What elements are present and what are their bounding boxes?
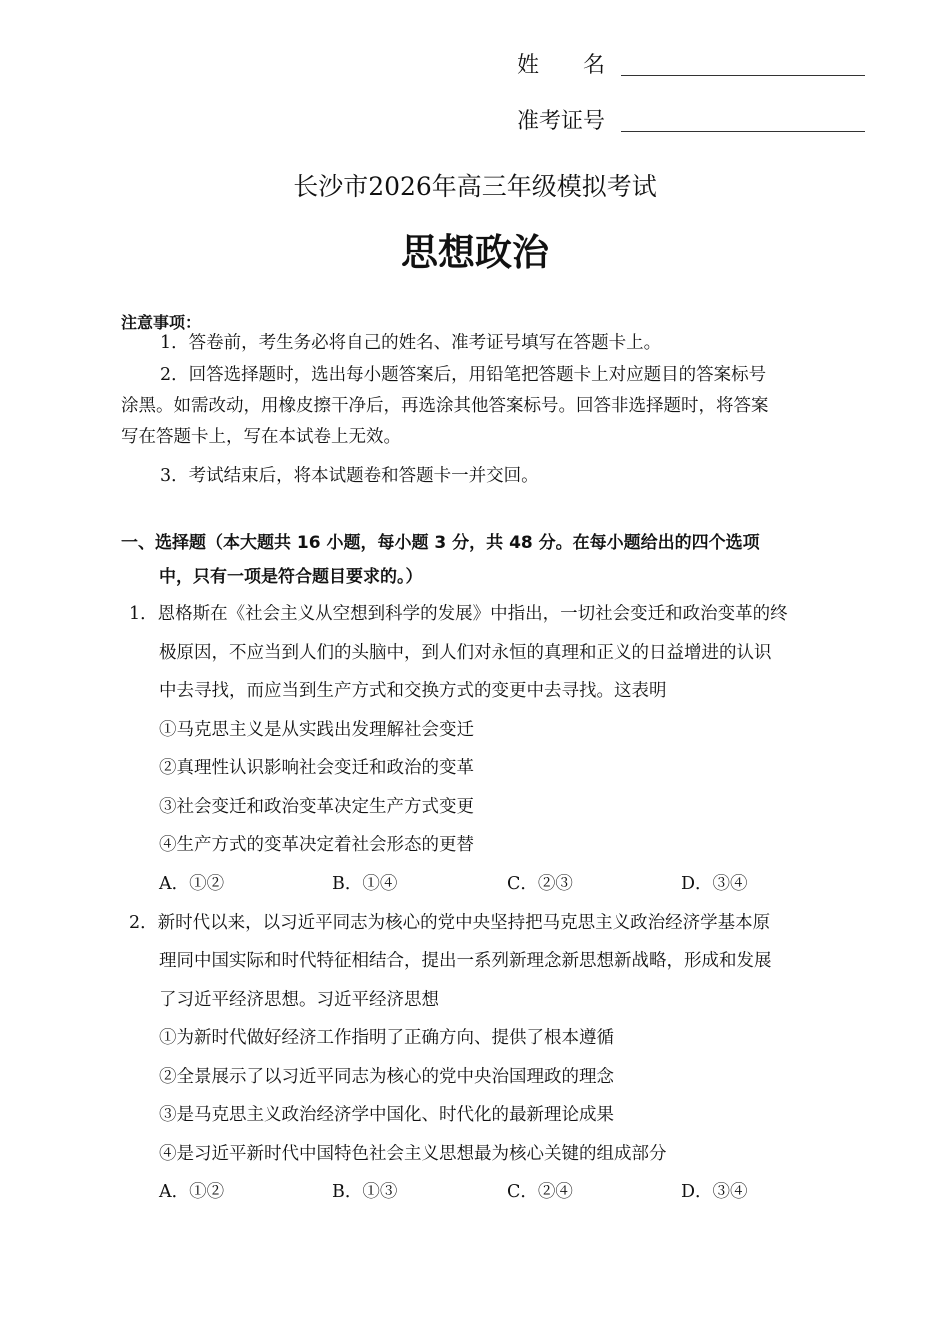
notice-item-2-line-3: 写在答题卡上，写在本试卷上无效。 — [121, 427, 401, 447]
notice-heading: 注意事项： — [121, 313, 202, 332]
q1-stem-line-3: 中去寻找，而应当到生产方式和交换方式的变更中去寻找。这表明 — [159, 681, 667, 701]
q1-option-c[interactable]: C．②③ — [507, 874, 573, 894]
exam-number-label: 准考证号 — [517, 109, 606, 134]
q2-statement-2: ②全景展示了以习近平同志为核心的党中央治国理政的理念 — [159, 1067, 614, 1087]
section-heading-line-2: 中，只有一项是符合题目要求的。） — [159, 567, 423, 587]
q2-statement-4: ④是习近平新时代中国特色社会主义思想最为核心关键的组成部分 — [159, 1144, 667, 1164]
q1-statement-2: ②真理性认识影响社会变迁和政治的变革 — [159, 758, 474, 778]
q1-statement-1: ①马克思主义是从实践出发理解社会变迁 — [159, 720, 474, 740]
q2-option-b[interactable]: B．①③ — [332, 1182, 398, 1202]
notice-item-2-line-1: 2．回答选择题时，选出每小题答案后，用铅笔把答题卡上对应题目的答案标号 — [160, 365, 767, 385]
notice-item-2-line-2: 涂黑。如需改动，用橡皮擦干净后，再选涂其他答案标号。回答非选择题时，将答案 — [121, 396, 769, 416]
notice-item-1: 1．答卷前，考生务必将自己的姓名、准考证号填写在答题卡上。 — [160, 333, 662, 353]
q2-statement-3: ③是马克思主义政治经济学中国化、时代化的最新理论成果 — [159, 1105, 614, 1125]
q1-option-a[interactable]: A．①② — [159, 874, 225, 894]
exam-number-field[interactable] — [517, 104, 605, 135]
q2-option-c[interactable]: C．②④ — [507, 1182, 573, 1202]
name-label: 姓 名 — [517, 53, 606, 78]
q2-stem-line-3: 了习近平经济思想。习近平经济思想 — [159, 990, 439, 1010]
q2-statement-1: ①为新时代做好经济工作指明了正确方向、提供了根本遵循 — [159, 1028, 614, 1048]
q1-statement-3: ③社会变迁和政治变革决定生产方式变更 — [159, 797, 474, 817]
q2-option-d[interactable]: D．③④ — [681, 1182, 748, 1202]
q2-option-a[interactable]: A．①② — [159, 1182, 225, 1202]
name-field[interactable] — [517, 48, 605, 79]
q1-stem-line-2: 极原因，不应当到人们的头脑中，到人们对永恒的真理和正义的日益增进的认识 — [159, 643, 772, 663]
name-blank-line — [621, 75, 865, 76]
q1-option-b[interactable]: B．①④ — [332, 874, 398, 894]
section-heading-line-1: 一、选择题（本大题共 16 小题，每小题 3 分，共 48 分。在每小题给出的四个选项 — [121, 533, 760, 553]
exam-number-blank-line — [621, 131, 865, 132]
q2-stem-line-1: 2．新时代以来，以习近平同志为核心的党中央坚持把马克思主义政治经济学基本原 — [129, 913, 771, 933]
q1-statement-4: ④生产方式的变革决定着社会形态的更替 — [159, 835, 474, 855]
q1-option-d[interactable]: D．③④ — [681, 874, 748, 894]
exam-title: 长沙市2026年高三年级模拟考试 — [293, 172, 657, 201]
notice-item-3: 3．考试结束后，将本试题卷和答题卡一并交回。 — [160, 466, 539, 486]
q2-stem-line-2: 理同中国实际和时代特征相结合，提出一系列新理念新思想新战略，形成和发展 — [159, 951, 772, 971]
subject-title: 思想政治 — [401, 231, 549, 274]
q1-stem-line-1: 1．恩格斯在《社会主义从空想到科学的发展》中指出，一切社会变迁和政治变革的终 — [129, 604, 788, 624]
